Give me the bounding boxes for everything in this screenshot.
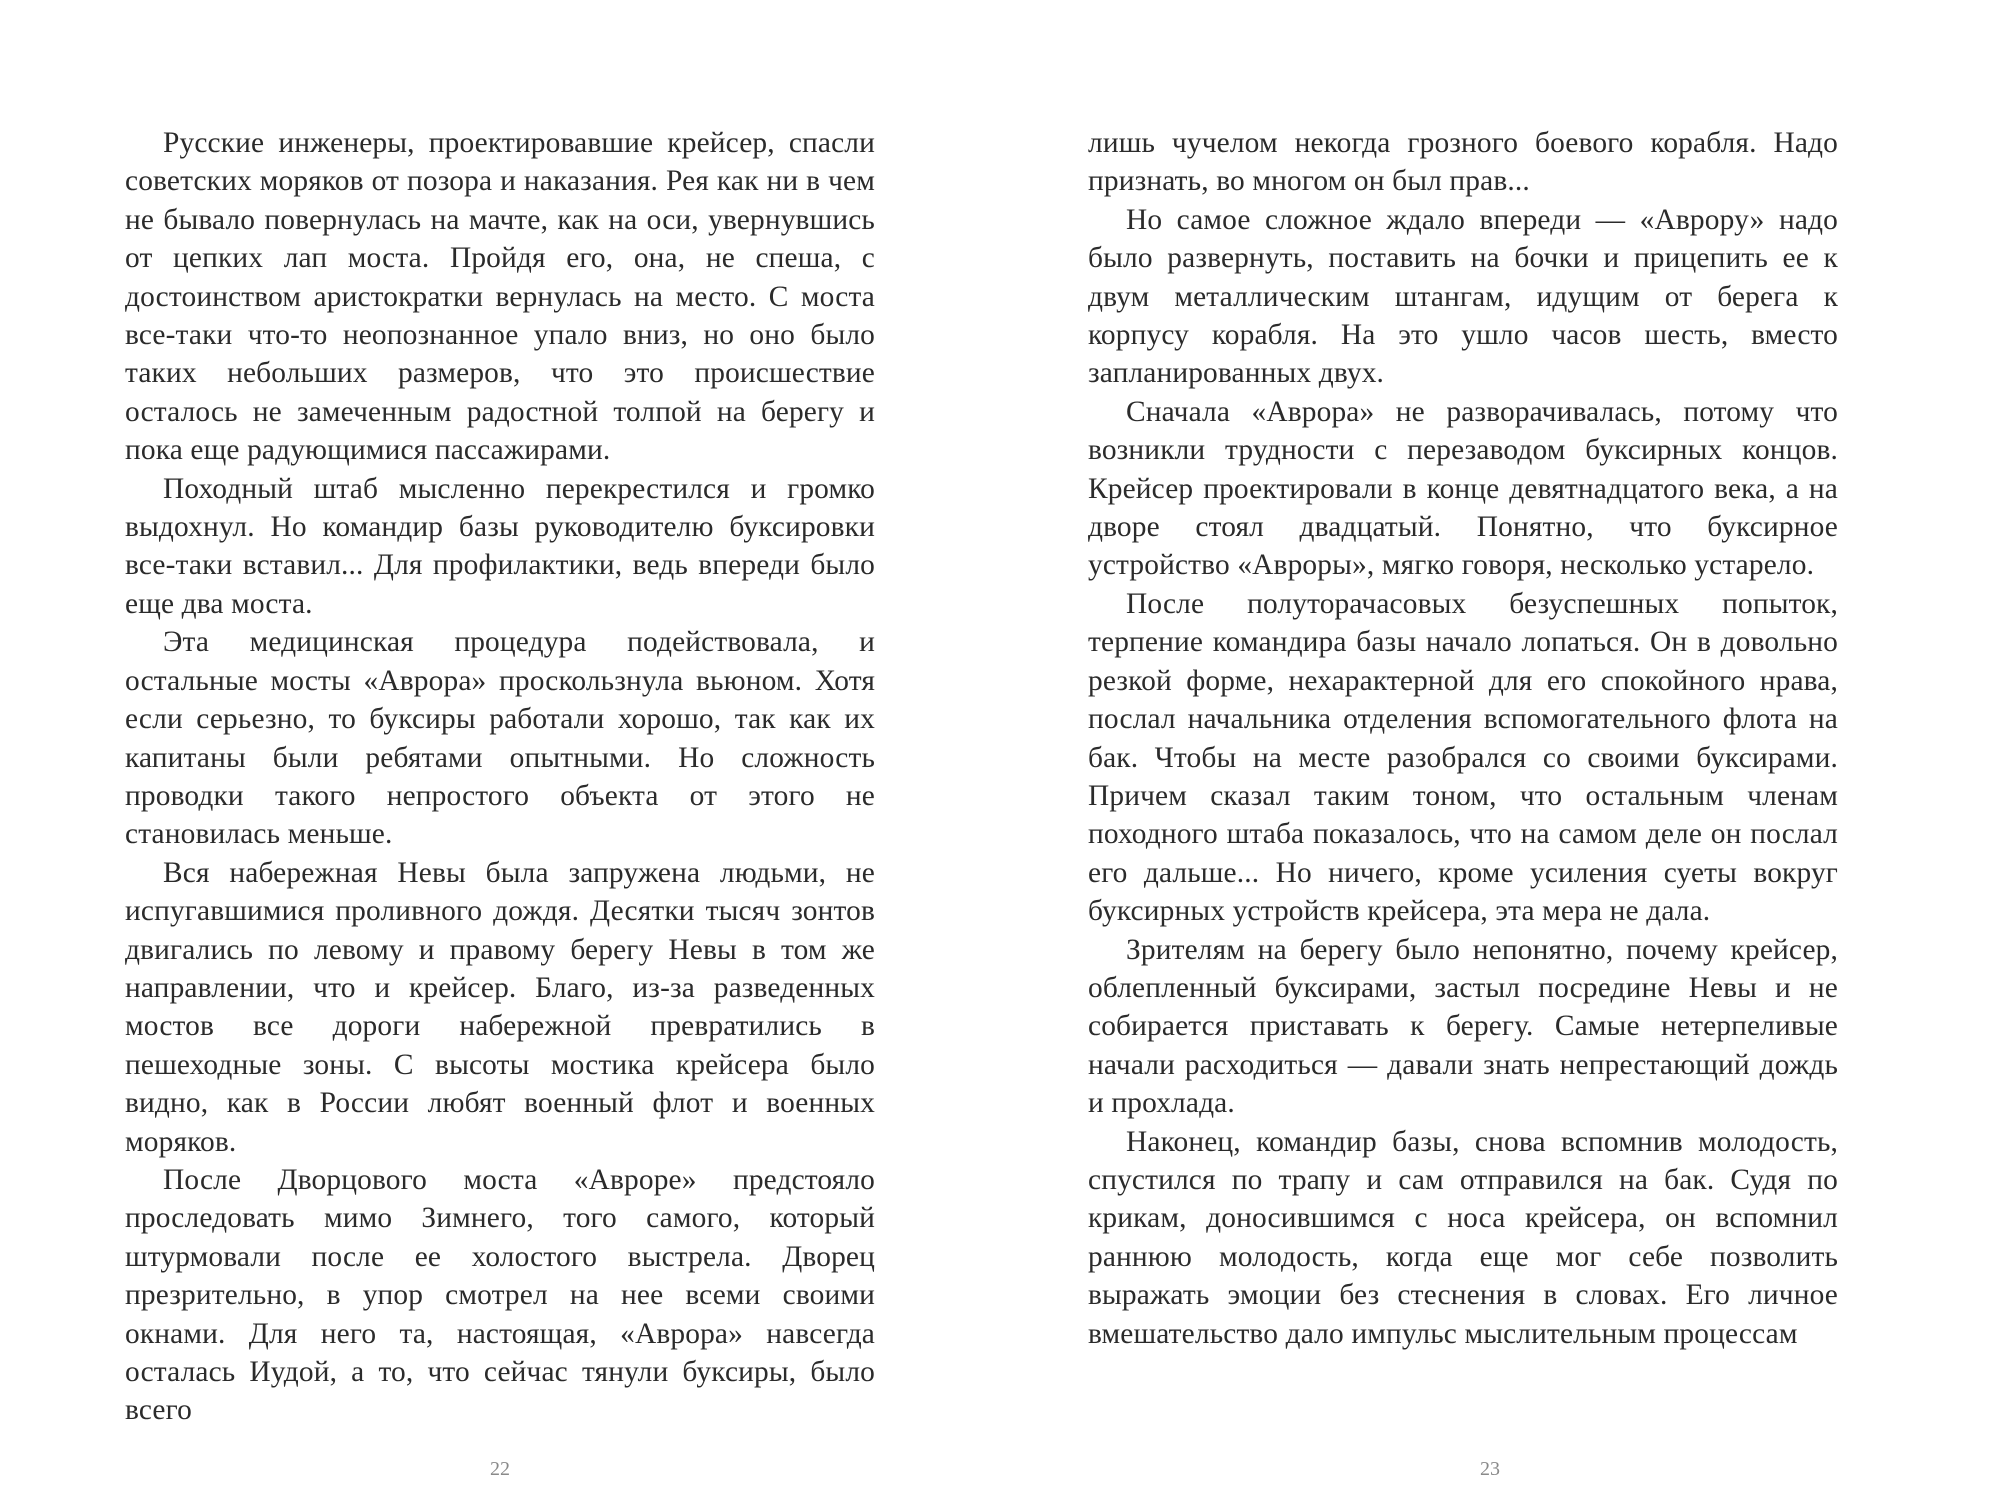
right-paragraph-4: После полуторачасовых безуспешных попыток, терпение командира базы начало лопаться. Он в довольно резкой форме, нехарактерной для его спокойного нрава, послал начальника отделения вспомогательного флота на бак. Чтобы на месте разобрался со своими буксирами. Причем сказал таким тоном, что остальным членам походного штаба показалось, что на самом деле он послал его дальше... Но ничего, кроме усиления суеты вокруг буксирных устройств крейсера, эта мера не дала. xyxy=(1088,587,1838,928)
left-paragraph-5: После Дворцового моста «Авроре» предстояло проследовать мимо Зимнего, того самого, который штурмовали после ее холостого выстрела. Дворец презрительно, в упор смотрел на нее всеми своими окнами. Для него та, настоящая, «Аврора» навсегда осталась Иудой, а то, что сейчас тянули буксиры, было всего xyxy=(125,1163,875,1427)
left-paragraph-1: Русские инженеры, проектировавшие крейсер, спасли советских моряков от позора и наказания. Рея как ни в чем не бывало повернулась на мачте, как на оси, увернувшись от цепких лап моста. Пройдя его, она, не спеша, с достоинством аристократки вернулась на место. С моста все-таки что-то неопознанное упало вниз, но оно было таких небольших размеров, что это происшествие осталось не замеченным радостной толпой на берегу и пока еще радующимися пассажирами. xyxy=(125,127,875,467)
left-paragraph-2: Походный штаб мысленно перекрестился и громко выдохнул. Но командир базы руководителю буксировки все-таки вставил... Для профилактики, ведь впереди было еще два моста. xyxy=(125,472,875,620)
page-number-right: 23 xyxy=(1480,1458,1500,1480)
page-number-left: 22 xyxy=(490,1458,510,1480)
right-paragraph-2: Но самое сложное ждало впереди — «Аврору» надо было развернуть, поставить на бочки и прицепить ее к двум металлическим штангам, идущим от берега к корпусу корабля. На это ушло часов шесть, вместо запланированных двух. xyxy=(1088,203,1838,390)
left-paragraph-3: Эта медицинская процедура подействовала, и остальные мосты «Аврора» проскользнула вьюном. Хотя если серьезно, то буксиры работали хорошо, так как их капитаны были ребятами опытными. Но сложность проводки такого непростого объекта от этого не становилась меньше. xyxy=(125,626,875,851)
right-page xyxy=(1088,124,1838,1353)
right-paragraph-1: лишь чучелом некогда грозного боевого корабля. Надо признать, во многом он был прав... xyxy=(1088,127,1838,198)
right-paragraph-5: Зрителям на берегу было непонятно, почему крейсер, облепленный буксирами, застыл посредине Невы и не собирается приставать к берегу. Самые нетерпеливые начали расходиться — давали знать непрестающий дождь и прохлада. xyxy=(1088,933,1838,1120)
left-paragraph-4: Вся набережная Невы была запружена людьми, не испугавшимися проливного дождя. Десятки тысяч зонтов двигались по левому и правому берегу Невы в том же направлении, что и крейсер. Благо, из-за разведенных мостов все дороги набережной превратились в пешеходные зоны. С высоты мостика крейсера было видно, как в России любят военный флот и военных моряков. xyxy=(125,856,875,1158)
left-page xyxy=(125,124,875,1430)
right-paragraph-3: Сначала «Аврора» не разворачивалась, потому что возникли трудности с перезаводом буксирных концов. Крейсер проектировали в конце девятнадцатого века, а на дворе стоял двадцатый. Понятно, что буксирное устройство «Авроры», мягко говоря, несколько устарело. xyxy=(1088,395,1838,582)
right-paragraph-6: Наконец, командир базы, снова вспомнив молодость, спустился по трапу и сам отправился на бак. Судя по крикам, доносившимся с носа крейсера, он вспомнил раннюю молодость, когда еще мог себе позволить выражать эмоции без стеснения в словах. Его личное вмешательство дало импульс мыслительным процессам xyxy=(1088,1125,1838,1350)
